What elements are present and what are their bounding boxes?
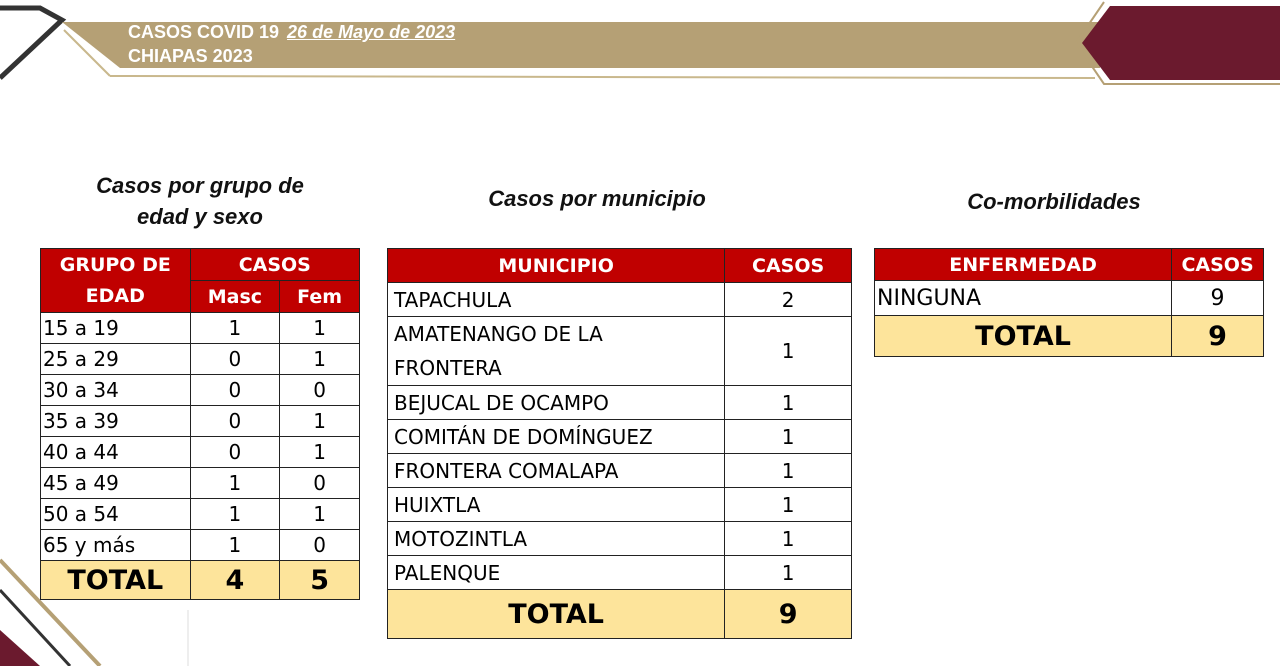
table-row: [41, 499, 360, 530]
col-fem: Fem: [280, 281, 360, 313]
casos-cell: 9: [1172, 281, 1264, 316]
header-title-line: [128, 22, 455, 43]
age-group-cell: 35 a 39: [41, 406, 191, 437]
age-total-fem: 5: [280, 561, 360, 600]
casos-cell: 1: [725, 454, 852, 488]
municipio-section-title: Casos por municipio: [488, 186, 706, 211]
comorbidity-header-row: [875, 249, 1264, 281]
col-enfermedad: ENFERMEDAD: [875, 249, 1172, 281]
municipio-cell: FRONTERA COMALAPA: [388, 454, 725, 488]
age-sex-table: [40, 248, 360, 600]
table-row: [388, 317, 852, 386]
municipio-cell: HUIXTLA: [388, 488, 725, 522]
col-casos-com: CASOS: [1172, 249, 1264, 281]
municipio-cell: MOTOZINTLA: [388, 522, 725, 556]
age-group-cell: 40 a 44: [41, 437, 191, 468]
table-row: [41, 468, 360, 499]
casos-cell: 1: [725, 522, 852, 556]
municipio-cell: PALENQUE: [388, 556, 725, 590]
header-title: CASOS COVID 19: [128, 22, 280, 42]
fem-cell: 1: [280, 313, 360, 344]
age-group-cell: 15 a 19: [41, 313, 191, 344]
fem-cell: 1: [280, 499, 360, 530]
municipio-cell: BEJUCAL DE OCAMPO: [388, 386, 725, 420]
masc-cell: 0: [190, 437, 280, 468]
comorbidity-table: [874, 248, 1264, 357]
col-age-group: [41, 249, 191, 313]
table-row: [41, 530, 360, 561]
header-subtitle: CHIAPAS 2023: [128, 46, 253, 66]
casos-cell: 1: [725, 556, 852, 590]
age-total-masc: 4: [190, 561, 280, 600]
casos-cell: 1: [725, 420, 852, 454]
table-row: [41, 437, 360, 468]
age-title-line2: edad y sexo: [137, 204, 263, 229]
disease-cell: NINGUNA: [875, 281, 1172, 316]
municipio-total-label: TOTAL: [388, 590, 725, 639]
age-group-cell: 65 y más: [41, 530, 191, 561]
table-row: [41, 313, 360, 344]
col-masc: Masc: [190, 281, 280, 313]
masc-cell: 0: [190, 406, 280, 437]
casos-cell: 1: [725, 488, 852, 522]
col-municipio: MUNICIPIO: [388, 249, 725, 283]
municipio-total-cases: 9: [725, 590, 852, 639]
age-group-cell: 30 a 34: [41, 375, 191, 406]
casos-cell: 1: [725, 317, 852, 386]
col-age-group-line2: EDAD: [85, 284, 145, 307]
col-age-group-line1: GRUPO DE: [59, 253, 171, 276]
table-row: [388, 283, 852, 317]
table-row: [41, 344, 360, 375]
comorbidity-total-row: [875, 316, 1264, 357]
table-row: [41, 406, 360, 437]
table-row: [388, 488, 852, 522]
masc-cell: 1: [190, 468, 280, 499]
comorbidity-total-cases: 9: [1172, 316, 1264, 357]
fem-cell: 0: [280, 468, 360, 499]
age-header-row: [41, 249, 360, 281]
fem-cell: 1: [280, 344, 360, 375]
table-row: [388, 386, 852, 420]
col-cases: CASOS: [190, 249, 359, 281]
comorbidity-total-label: TOTAL: [875, 316, 1172, 357]
table-row: [388, 522, 852, 556]
table-row: [41, 375, 360, 406]
maroon-badge: [1082, 6, 1280, 80]
fem-cell: 0: [280, 375, 360, 406]
table-row: [875, 281, 1264, 316]
age-group-cell: 45 a 49: [41, 468, 191, 499]
age-total-row: [41, 561, 360, 600]
municipio-header-row: [388, 249, 852, 283]
col-casos: CASOS: [725, 249, 852, 283]
masc-cell: 1: [190, 313, 280, 344]
municipio-table: [387, 248, 852, 639]
age-group-cell: 25 a 29: [41, 344, 191, 375]
age-title-line1: Casos por grupo de: [96, 173, 304, 198]
table-row: [388, 420, 852, 454]
age-total-label: TOTAL: [41, 561, 191, 600]
masc-cell: 1: [190, 530, 280, 561]
casos-cell: 1: [725, 386, 852, 420]
municipio-cell: [388, 317, 725, 386]
bottom-left-decoration: [0, 630, 40, 666]
municipio-cell-line1: AMATENANGO DE LA: [394, 322, 603, 346]
municipio-cell: TAPACHULA: [388, 283, 725, 317]
age-group-cell: 50 a 54: [41, 499, 191, 530]
casos-cell: 2: [725, 283, 852, 317]
municipio-cell: COMITÁN DE DOMÍNGUEZ: [388, 420, 725, 454]
table-row: [388, 454, 852, 488]
age-section-title: [40, 170, 360, 232]
masc-cell: 0: [190, 375, 280, 406]
comorbidity-section-title: Co-morbilidades: [967, 189, 1141, 214]
corner-line-decoration: [0, 8, 62, 78]
fem-cell: 0: [280, 530, 360, 561]
masc-cell: 0: [190, 344, 280, 375]
fem-cell: 1: [280, 406, 360, 437]
header-date: 26 de Mayo de 2023: [287, 22, 456, 42]
fem-cell: 1: [280, 437, 360, 468]
municipio-total-row: [388, 590, 852, 639]
masc-cell: 1: [190, 499, 280, 530]
municipio-cell-line2: FRONTERA: [394, 356, 502, 380]
table-row: [388, 556, 852, 590]
